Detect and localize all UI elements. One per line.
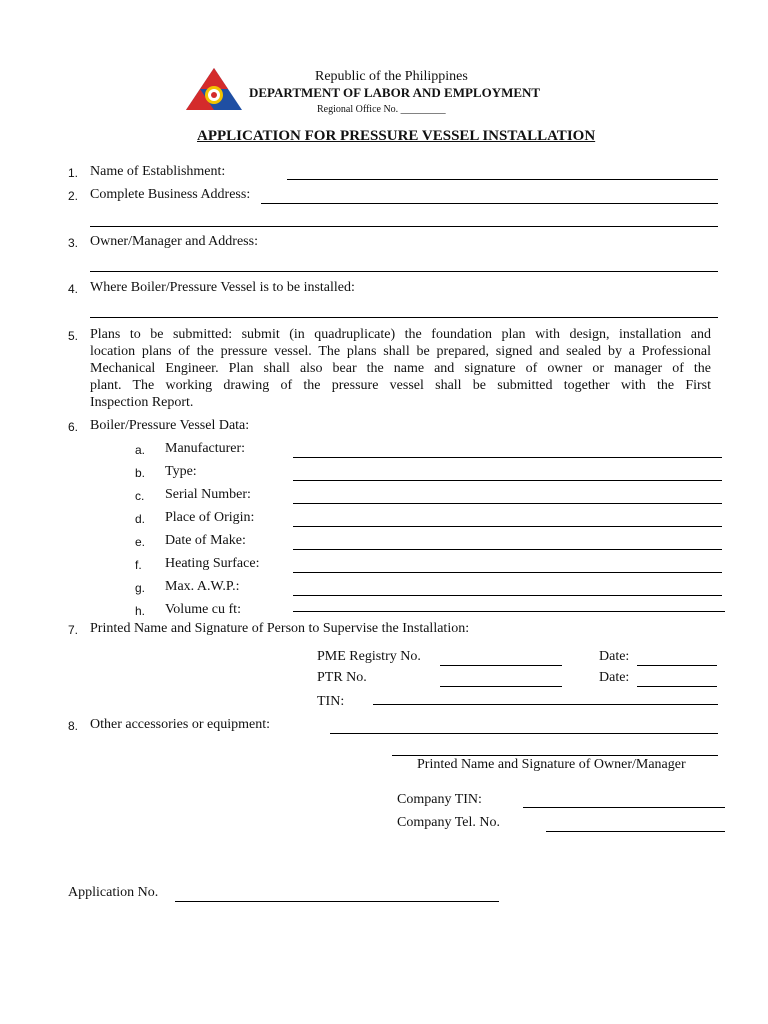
ptr-field[interactable] xyxy=(440,686,562,687)
plans-paragraph xyxy=(90,326,711,411)
header-department: DEPARTMENT OF LABOR AND EMPLOYMENT xyxy=(249,85,541,100)
application-no-field[interactable] xyxy=(175,901,499,902)
type-field[interactable] xyxy=(293,480,722,481)
paragraph-line: location plans of the pressure vessel. The plans shall be prepared, signed and sealed by a Professional xyxy=(90,344,711,359)
sub-item-letter: h. xyxy=(135,604,146,618)
date-label: Date: xyxy=(599,649,630,664)
max-awp-label: Max. A.W.P.: xyxy=(165,579,240,594)
owner-manager-field[interactable] xyxy=(90,271,718,272)
company-tel-field[interactable] xyxy=(546,831,725,832)
sub-item-letter: a. xyxy=(135,443,146,457)
ptr-label: PTR No. xyxy=(317,670,367,685)
paragraph-line: Plans to be submitted: submit (in quadruplicate) the foundation plan with design, installation and xyxy=(90,327,711,342)
sub-item-letter: g. xyxy=(135,581,146,595)
item-number: 6. xyxy=(68,420,79,434)
date-label: Date: xyxy=(599,670,630,685)
establishment-name-field[interactable] xyxy=(287,179,718,180)
date-field-2[interactable] xyxy=(637,686,717,687)
sub-item-letter: d. xyxy=(135,512,146,526)
date-of-make-label: Date of Make: xyxy=(165,533,246,548)
sub-item-letter: e. xyxy=(135,535,146,549)
item-number: 1. xyxy=(68,166,79,180)
owner-signature-field[interactable] xyxy=(392,755,718,756)
serial-number-label: Serial Number: xyxy=(165,487,251,502)
paragraph-line: plant. The working drawing of the pressure vessel shall be submitted together with the First xyxy=(90,378,711,393)
paragraph-line: Inspection Report. xyxy=(90,395,194,410)
page-title: APPLICATION FOR PRESSURE VESSEL INSTALLATION xyxy=(197,128,596,144)
item-number: 4. xyxy=(68,282,79,296)
vessel-data-label: Boiler/Pressure Vessel Data: xyxy=(90,418,250,433)
heating-surface-label: Heating Surface: xyxy=(165,556,260,571)
company-tel-label: Company Tel. No. xyxy=(397,815,500,830)
paragraph-line: Mechanical Engineer. Plan shall also bear the name and signature of owner or manager of the xyxy=(90,361,711,376)
type-label: Type: xyxy=(165,464,197,479)
header-regional-office: Regional Office No. _________ xyxy=(317,104,446,115)
business-address-field[interactable] xyxy=(261,203,718,204)
sub-item-letter: b. xyxy=(135,466,146,480)
supervisor-label: Printed Name and Signature of Person to Supervise the Installation: xyxy=(90,621,470,636)
manufacturer-field[interactable] xyxy=(293,457,722,458)
accessories-label: Other accessories or equipment: xyxy=(90,717,270,732)
sub-item-letter: c. xyxy=(135,489,145,503)
date-of-make-field[interactable] xyxy=(293,549,722,550)
item-number: 8. xyxy=(68,719,79,733)
volume-label: Volume cu ft: xyxy=(165,602,241,617)
company-tin-field[interactable] xyxy=(523,807,725,808)
sub-item-letter: f. xyxy=(135,558,142,572)
company-tin-label: Company TIN: xyxy=(397,792,482,807)
item-number: 7. xyxy=(68,623,79,637)
tin-field[interactable] xyxy=(373,704,718,705)
pme-registry-field[interactable] xyxy=(440,665,562,666)
manufacturer-label: Manufacturer: xyxy=(165,441,246,456)
volume-field[interactable] xyxy=(293,611,725,612)
accessories-field[interactable] xyxy=(330,733,718,734)
item-number: 3. xyxy=(68,236,79,250)
pme-registry-label: PME Registry No. xyxy=(317,649,421,664)
establishment-name-label: Name of Establishment: xyxy=(90,164,226,179)
install-location-field[interactable] xyxy=(90,317,718,318)
tin-label: TIN: xyxy=(317,694,345,709)
application-no-label: Application No. xyxy=(68,885,159,900)
date-field-1[interactable] xyxy=(637,665,717,666)
install-location-label: Where Boiler/Pressure Vessel is to be installed: xyxy=(90,280,355,295)
business-address-field-2[interactable] xyxy=(90,226,718,227)
owner-signature-caption: Printed Name and Signature of Owner/Manager xyxy=(417,757,686,772)
header-country: Republic of the Philippines xyxy=(315,69,468,84)
place-of-origin-label: Place of Origin: xyxy=(165,510,255,525)
item-number: 5. xyxy=(68,329,79,343)
serial-number-field[interactable] xyxy=(293,503,722,504)
business-address-label: Complete Business Address: xyxy=(90,187,251,202)
item-number: 2. xyxy=(68,189,79,203)
owner-manager-label: Owner/Manager and Address: xyxy=(90,234,258,249)
max-awp-field[interactable] xyxy=(293,595,722,596)
dole-logo xyxy=(184,66,244,112)
place-of-origin-field[interactable] xyxy=(293,526,722,527)
heating-surface-field[interactable] xyxy=(293,572,722,573)
